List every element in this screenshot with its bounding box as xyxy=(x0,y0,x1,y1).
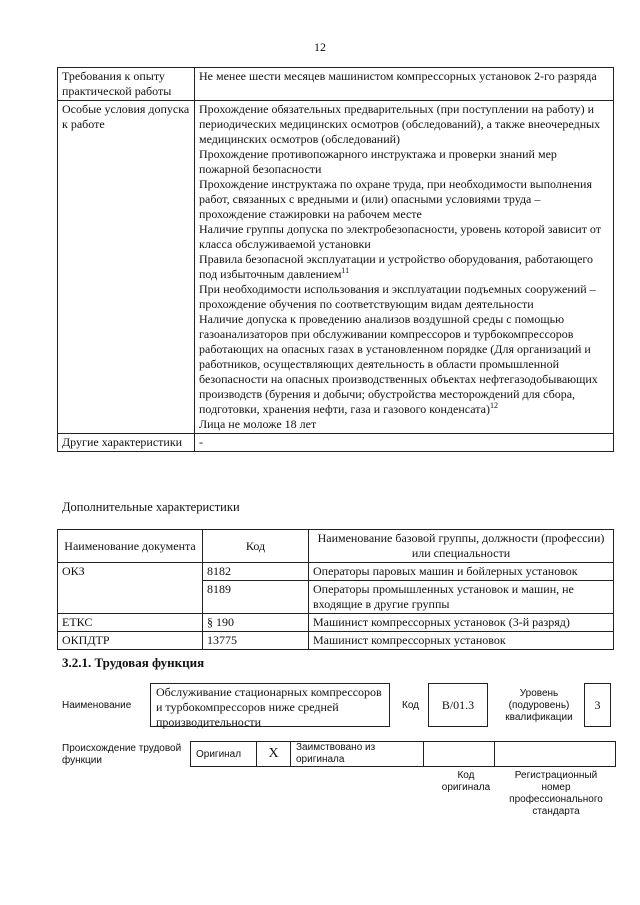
conditions-label: Особые условия допуска к работе xyxy=(58,101,195,434)
experience-label: Требования к опыту практической работы xyxy=(58,68,195,101)
level-box: 3 xyxy=(584,683,611,727)
code-original-cell xyxy=(424,742,495,767)
reg-number-cell xyxy=(495,742,616,767)
additional-table xyxy=(57,529,614,650)
origin-table xyxy=(190,741,616,767)
experience-value: Не менее шести месяцев машинистом компрессорных установок 2-го разряда xyxy=(195,68,614,101)
additional-title: Дополнительные характеристики xyxy=(62,500,240,514)
footnote-11: 11 xyxy=(341,266,350,275)
original-label: Оригинал xyxy=(191,742,257,767)
other-value: - xyxy=(195,434,614,452)
function-title: 3.2.1. Трудовая функция xyxy=(62,655,205,670)
origin-label: Происхождение трудовой функции xyxy=(62,743,182,766)
condition-item-rules: Правила безопасной эксплуатации и устройство оборудования, работающего под избыточным давлением$^{11}$ xyxy=(199,252,594,281)
condition-item: Наличие группы допуска по электробезопасности, уровень которой зависит от класса обслуживаемой установки xyxy=(199,222,602,251)
condition-item: Прохождение инструктажа по охране труда, при необходимости выполнения работ, связанных с вредными и (или) опасными условиями труда – прохождение стажировки на рабочем месте xyxy=(199,177,592,221)
function-name-box: Обслуживание стационарных компрессоров и турбокомпрессоров ниже средней производительности xyxy=(150,683,390,727)
footnote-12: 12 xyxy=(489,401,498,410)
condition-item: При необходимости использования и эксплуатации подъемных сооружений – прохождение обучения по соответствующим видам деятельности xyxy=(199,282,596,311)
code-label: Код xyxy=(402,700,420,711)
code-original-caption: Код оригинала xyxy=(441,770,491,793)
conditions-cell xyxy=(195,101,614,434)
function-code-box: B/01.3 xyxy=(428,683,488,727)
condition-item: Прохождение противопожарного инструктажа и проверки знаний мер пожарной безопасности xyxy=(199,147,557,176)
original-mark: X xyxy=(257,742,291,767)
other-label: Другие характеристики xyxy=(58,434,195,452)
header-doc: Наименование документа xyxy=(58,530,203,563)
table-row: ЕТКС § 190 Машинист компрессорных установок (3-й разряд) xyxy=(58,614,614,632)
header-code: Код xyxy=(203,530,309,563)
table-row: ОКЗ 8182 Операторы паровых машин и бойлерных установок xyxy=(58,563,614,581)
table-row: ОКПДТР 13775 Машинист компрессорных установок xyxy=(58,632,614,650)
page-number: 12 xyxy=(314,40,326,54)
borrowed-label: Заимствовано из оригинала xyxy=(291,742,424,767)
condition-item: Прохождение обязательных предварительных (при поступлении на работу) и периодических медицинских осмотров (обследований), а также внеочередных медицинских осмотров (обследований) xyxy=(199,102,601,146)
level-label: Уровень (подуровень) квалификации xyxy=(505,688,573,723)
reg-number-caption: Регистрационный номер профессионального стандарта xyxy=(509,770,603,817)
condition-item: Лица не моложе 18 лет xyxy=(199,417,317,431)
condition-item-gas: Наличие допуска к проведению анализов воздушной среды с помощью газоанализаторов при обслуживании компрессоров и турбокомпрессоров работающих на опасных газах в установленном порядке (Для организаций и работников, осуществляющих деятельность в области промышленной безопасности на опасных производственных объектах нефтегазодобывающих производств (бурения и добычи; обустройства месторождений для сбора, подготовки, хранения нефти, газа и газового конденсата)$^{12}$ xyxy=(199,312,598,416)
table-row: 8189 Операторы промышленных установок и машин, не входящие в другие группы xyxy=(58,581,614,614)
header-name: Наименование базовой группы, должности (профессии) или специальности xyxy=(309,530,614,563)
name-label: Наименование xyxy=(62,700,132,711)
requirements-table xyxy=(57,67,614,452)
